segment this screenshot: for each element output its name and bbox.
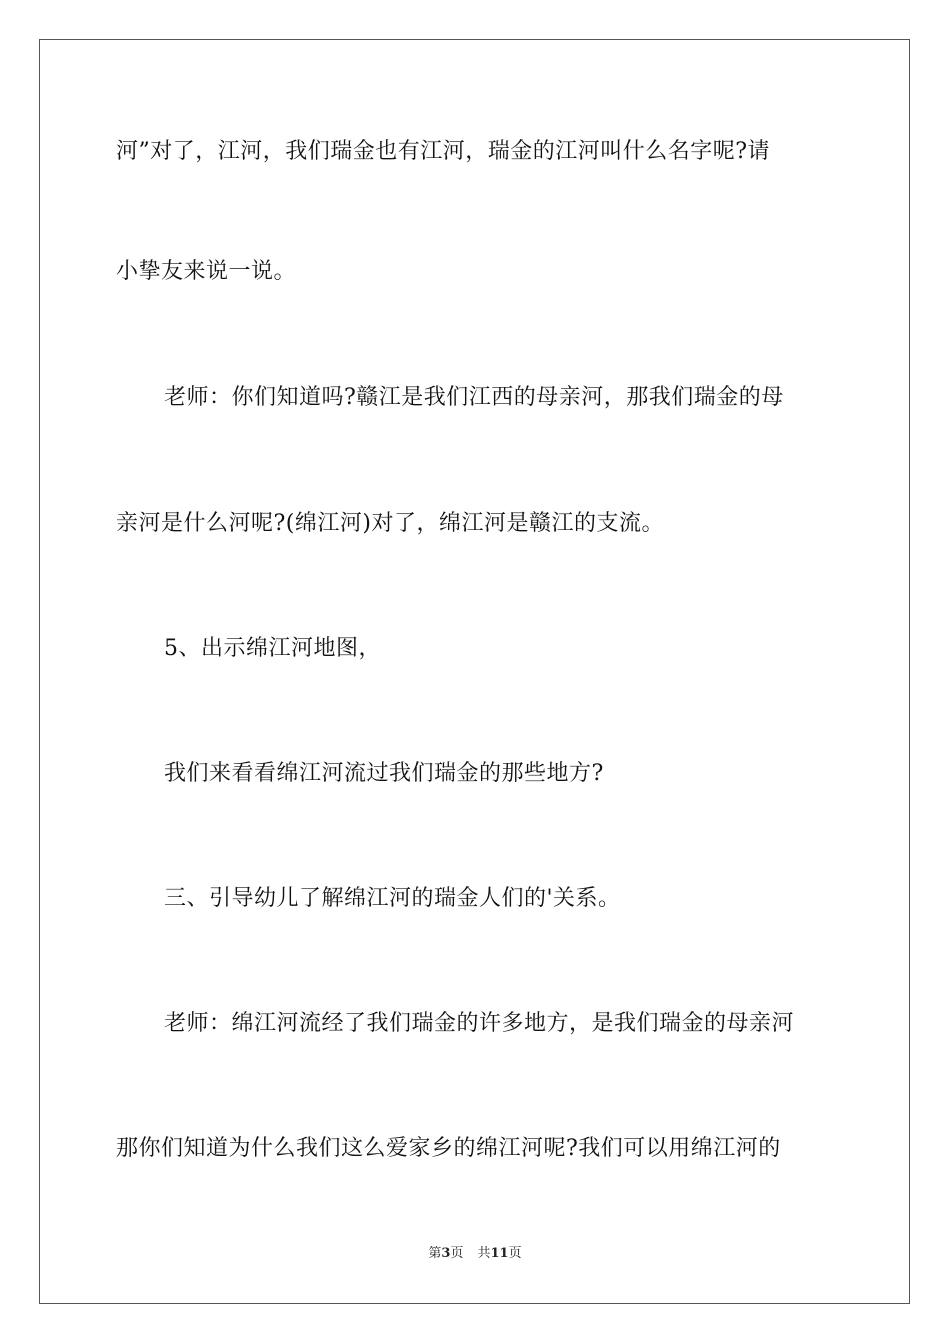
total-prefix: 共	[477, 1246, 491, 1261]
page-suffix: 页	[450, 1246, 464, 1261]
text-line-8: 老师：绵江河流经了我们瑞金的许多地方，是我们瑞金的母亲河	[164, 1011, 795, 1036]
page-prefix: 第	[428, 1246, 442, 1261]
text-line-1: 河”对了，江河，我们瑞金也有江河，瑞金的江河叫什么名字呢?请	[116, 139, 771, 164]
text-line-7: 三、引导幼儿了解绵江河的瑞金人们的'关系。	[164, 886, 621, 911]
text-line-5: 5、出示绵江河地图，	[164, 636, 381, 661]
page-footer	[0, 1245, 950, 1263]
page-frame	[39, 39, 910, 1304]
total-suffix: 页	[508, 1246, 522, 1261]
text-line-2: 小挚友来说一说。	[116, 259, 297, 284]
current-page-number: 3	[441, 1246, 451, 1261]
text-line-3: 老师：你们知道吗?赣江是我们江西的母亲河，那我们瑞金的母	[164, 385, 784, 410]
text-line-6: 我们来看看绵江河流过我们瑞金的那些地方?	[164, 761, 604, 786]
text-line-4: 亲河是什么河呢?(绵江河)对了，绵江河是赣江的支流。	[116, 511, 664, 536]
text-line-9: 那你们知道为什么我们这么爱家乡的绵江河呢?我们可以用绵江河的	[116, 1136, 781, 1161]
total-pages-number: 11	[490, 1246, 509, 1261]
